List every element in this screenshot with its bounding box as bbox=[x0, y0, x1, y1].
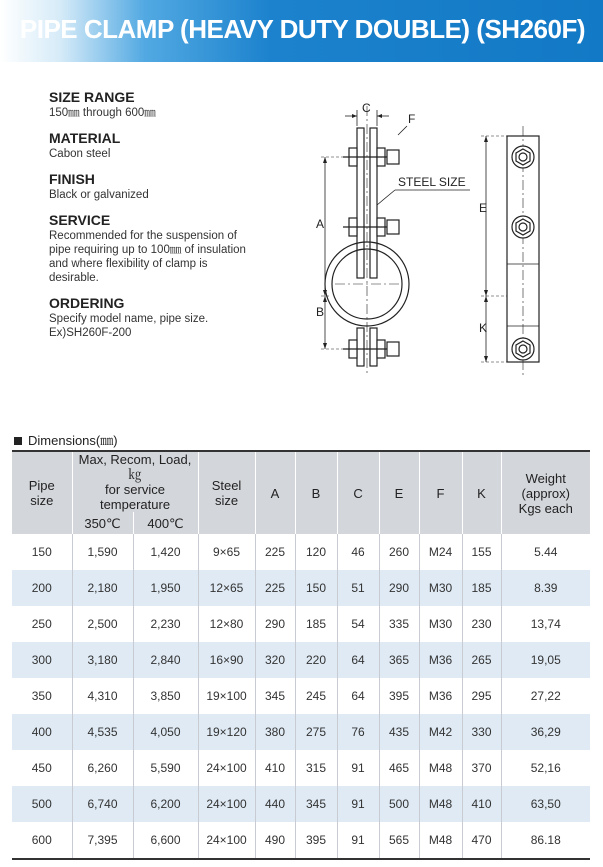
spec-heading: SERVICE bbox=[49, 212, 111, 228]
cell-a: 225 bbox=[255, 534, 295, 570]
cell-load-350c: 2,180 bbox=[72, 570, 133, 606]
cell-load-400c: 6,200 bbox=[133, 786, 198, 822]
spec-heading: FINISH bbox=[49, 171, 95, 187]
cell-f: M36 bbox=[419, 642, 462, 678]
header-a: A bbox=[255, 451, 295, 534]
spec-item bbox=[49, 211, 279, 285]
cell-b: 150 bbox=[295, 570, 337, 606]
cell-a: 380 bbox=[255, 714, 295, 750]
cell-e: 500 bbox=[379, 786, 419, 822]
cell-load-350c: 4,310 bbox=[72, 678, 133, 714]
cell-a: 290 bbox=[255, 606, 295, 642]
clamp-drawing bbox=[295, 100, 555, 390]
spec-text: 150㎜ through 600㎜ bbox=[49, 107, 156, 119]
table-row bbox=[12, 786, 590, 822]
cell-a: 490 bbox=[255, 822, 295, 859]
cell-load-350c: 3,180 bbox=[72, 642, 133, 678]
cell-load-400c: 1,950 bbox=[133, 570, 198, 606]
cell-weight: 5.44 bbox=[501, 534, 590, 570]
cell-weight: 86.18 bbox=[501, 822, 590, 859]
label-a: A bbox=[316, 217, 325, 231]
header-b: B bbox=[295, 451, 337, 534]
label-f: F bbox=[408, 112, 416, 126]
cell-load-350c: 6,260 bbox=[72, 750, 133, 786]
cell-load-400c: 6,600 bbox=[133, 822, 198, 859]
spec-item bbox=[49, 129, 279, 161]
cell-e: 465 bbox=[379, 750, 419, 786]
cell-load-350c: 1,590 bbox=[72, 534, 133, 570]
header-load: Max, Recom, Load, ㎏ for service temperature bbox=[72, 451, 198, 512]
spec-text: Specify model name, pipe size. Ex)SH260F-200 bbox=[49, 313, 209, 339]
cell-a: 440 bbox=[255, 786, 295, 822]
cell-steel-size: 12×80 bbox=[198, 606, 255, 642]
cell-pipe-size: 350 bbox=[12, 678, 72, 714]
cell-c: 64 bbox=[337, 642, 379, 678]
cell-b: 185 bbox=[295, 606, 337, 642]
cell-f: M30 bbox=[419, 570, 462, 606]
cell-load-400c: 1,420 bbox=[133, 534, 198, 570]
cell-a: 225 bbox=[255, 570, 295, 606]
cell-load-400c: 4,050 bbox=[133, 714, 198, 750]
cell-weight: 36,29 bbox=[501, 714, 590, 750]
table-row bbox=[12, 642, 590, 678]
cell-load-350c: 6,740 bbox=[72, 786, 133, 822]
cell-pipe-size: 250 bbox=[12, 606, 72, 642]
cell-b: 120 bbox=[295, 534, 337, 570]
cell-b: 245 bbox=[295, 678, 337, 714]
header-400c: 400℃ bbox=[133, 512, 198, 534]
cell-load-400c: 5,590 bbox=[133, 750, 198, 786]
cell-steel-size: 24×100 bbox=[198, 786, 255, 822]
cell-c: 91 bbox=[337, 750, 379, 786]
cell-c: 46 bbox=[337, 534, 379, 570]
dimensions-heading bbox=[14, 430, 118, 449]
cell-weight: 8.39 bbox=[501, 570, 590, 606]
cell-load-350c: 4,535 bbox=[72, 714, 133, 750]
cell-f: M30 bbox=[419, 606, 462, 642]
cell-f: M42 bbox=[419, 714, 462, 750]
cell-weight: 19,05 bbox=[501, 642, 590, 678]
square-bullet-icon bbox=[14, 437, 22, 445]
cell-k: 155 bbox=[462, 534, 501, 570]
cell-b: 275 bbox=[295, 714, 337, 750]
cell-c: 91 bbox=[337, 822, 379, 859]
header-c: C bbox=[337, 451, 379, 534]
cell-c: 51 bbox=[337, 570, 379, 606]
cell-c: 76 bbox=[337, 714, 379, 750]
cell-weight: 13,74 bbox=[501, 606, 590, 642]
cell-weight: 52,16 bbox=[501, 750, 590, 786]
cell-e: 290 bbox=[379, 570, 419, 606]
cell-e: 335 bbox=[379, 606, 419, 642]
cell-f: M24 bbox=[419, 534, 462, 570]
cell-load-350c: 2,500 bbox=[72, 606, 133, 642]
cell-k: 410 bbox=[462, 786, 501, 822]
cell-a: 410 bbox=[255, 750, 295, 786]
spec-text: Cabon steel bbox=[49, 148, 111, 160]
cell-steel-size: 19×100 bbox=[198, 678, 255, 714]
cell-c: 64 bbox=[337, 678, 379, 714]
header-f: F bbox=[419, 451, 462, 534]
cell-e: 260 bbox=[379, 534, 419, 570]
header-350c: 350℃ bbox=[72, 512, 133, 534]
cell-k: 295 bbox=[462, 678, 501, 714]
cell-e: 565 bbox=[379, 822, 419, 859]
cell-f: M48 bbox=[419, 786, 462, 822]
cell-weight: 27,22 bbox=[501, 678, 590, 714]
cell-b: 315 bbox=[295, 750, 337, 786]
header-k: K bbox=[462, 451, 501, 534]
title-bar bbox=[0, 0, 603, 62]
cell-steel-size: 24×100 bbox=[198, 822, 255, 859]
spec-item bbox=[49, 294, 279, 340]
table-row bbox=[12, 750, 590, 786]
spec-list bbox=[49, 88, 279, 349]
cell-a: 345 bbox=[255, 678, 295, 714]
cell-k: 265 bbox=[462, 642, 501, 678]
label-steel-size: STEEL SIZE bbox=[398, 175, 466, 189]
cell-k: 330 bbox=[462, 714, 501, 750]
dimensions-heading-text: Dimensions(㎜) bbox=[28, 433, 118, 448]
header-weight: Weight (approx) Kgs each bbox=[501, 451, 590, 534]
cell-f: M48 bbox=[419, 750, 462, 786]
table-row bbox=[12, 678, 590, 714]
cell-k: 230 bbox=[462, 606, 501, 642]
cell-f: M48 bbox=[419, 822, 462, 859]
cell-e: 395 bbox=[379, 678, 419, 714]
cell-b: 345 bbox=[295, 786, 337, 822]
cell-pipe-size: 450 bbox=[12, 750, 72, 786]
cell-weight: 63,50 bbox=[501, 786, 590, 822]
cell-pipe-size: 400 bbox=[12, 714, 72, 750]
header-steel-size: Steel size bbox=[198, 451, 255, 534]
cell-pipe-size: 150 bbox=[12, 534, 72, 570]
table-row bbox=[12, 534, 590, 570]
table-row bbox=[12, 606, 590, 642]
spec-heading: SIZE RANGE bbox=[49, 89, 135, 105]
table-row bbox=[12, 570, 590, 606]
cell-k: 185 bbox=[462, 570, 501, 606]
page-title: PIPE CLAMP (HEAVY DUTY DOUBLE) (SH260F) bbox=[19, 14, 585, 44]
cell-k: 470 bbox=[462, 822, 501, 859]
dimensions-table bbox=[12, 450, 590, 860]
table-row bbox=[12, 822, 590, 859]
cell-steel-size: 9×65 bbox=[198, 534, 255, 570]
cell-c: 54 bbox=[337, 606, 379, 642]
cell-b: 220 bbox=[295, 642, 337, 678]
label-c: C bbox=[362, 101, 371, 115]
cell-pipe-size: 600 bbox=[12, 822, 72, 859]
spec-text: Recommended for the suspension of pipe requiring up to 100㎜ of insulation and where flexibility of clamp is desirable. bbox=[49, 230, 246, 284]
cell-c: 91 bbox=[337, 786, 379, 822]
cell-b: 395 bbox=[295, 822, 337, 859]
cell-load-350c: 7,395 bbox=[72, 822, 133, 859]
header-pipe-size: Pipe size bbox=[12, 451, 72, 534]
cell-pipe-size: 500 bbox=[12, 786, 72, 822]
header-e: E bbox=[379, 451, 419, 534]
table-body bbox=[12, 534, 590, 859]
cell-steel-size: 12×65 bbox=[198, 570, 255, 606]
spec-heading: ORDERING bbox=[49, 295, 125, 311]
cell-k: 370 bbox=[462, 750, 501, 786]
cell-e: 365 bbox=[379, 642, 419, 678]
label-b: B bbox=[316, 305, 325, 319]
spec-item bbox=[49, 88, 279, 120]
spec-item bbox=[49, 170, 279, 202]
cell-steel-size: 16×90 bbox=[198, 642, 255, 678]
cell-load-400c: 2,230 bbox=[133, 606, 198, 642]
cell-f: M36 bbox=[419, 678, 462, 714]
label-k: K bbox=[479, 321, 488, 335]
spec-heading: MATERIAL bbox=[49, 130, 121, 146]
table-row bbox=[12, 714, 590, 750]
cell-a: 320 bbox=[255, 642, 295, 678]
cell-pipe-size: 300 bbox=[12, 642, 72, 678]
cell-steel-size: 19×120 bbox=[198, 714, 255, 750]
spec-text: Black or galvanized bbox=[49, 189, 149, 201]
cell-pipe-size: 200 bbox=[12, 570, 72, 606]
cell-load-400c: 2,840 bbox=[133, 642, 198, 678]
cell-load-400c: 3,850 bbox=[133, 678, 198, 714]
cell-e: 435 bbox=[379, 714, 419, 750]
cell-steel-size: 24×100 bbox=[198, 750, 255, 786]
label-e: E bbox=[479, 201, 488, 215]
